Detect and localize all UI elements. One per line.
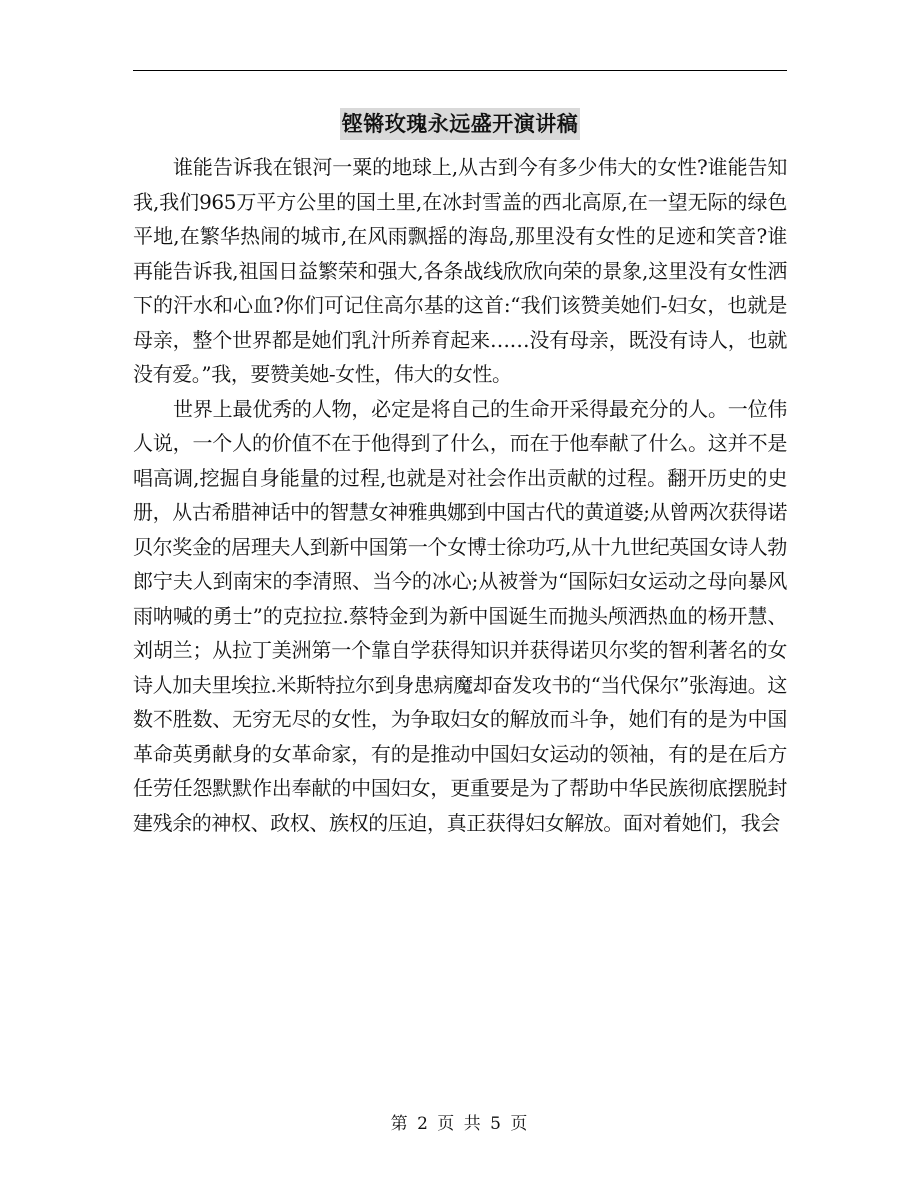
title-container <box>133 108 787 140</box>
header-rule <box>133 70 787 71</box>
page-footer: 第 2 页 共 5 页 <box>390 1114 530 1134</box>
document-body <box>133 150 787 840</box>
paragraph-2: 世界上最优秀的人物，必定是将自己的生命开采得最充分的人。一位伟人说，一个人的价值不在于他得到了什么，而在于他奉献了什么。这并不是唱高调,挖掘自身能量的过程,也就是对社会作出贡献的过程。翻开历史的史册，从古希腊神话中的智慧女神雅典娜到中国古代的黄道婆;从曾两次获得诺贝尔奖金的居理夫人到新中国第一个女博士徐功巧,从十九世纪英国女诗人勃郎宁夫人到南宋的李清照、当今的冰心;从被誉为“国际妇女运动之母向暴风雨呐喊的勇士”的克拉拉.蔡特金到为新中国诞生而抛头颅洒热血的杨开慧、刘胡兰；从拉丁美洲第一个靠自学获得知识并获得诺贝尔奖的智利著名的女诗人加夫里埃拉.米斯特拉尔到身患病魔却奋发攻书的“当代保尔”张海迪。这数不胜数、无穷无尽的女性，为争取妇女的解放而斗争，她们有的是为中国革命英勇献身的女革命家，有的是推动中国妇女运动的领袖，有的是在后方任劳任怨默默作出奉献的中国妇女，更重要是为了帮助中华民族彻底摆脱封建残余的神权、政权、族权的压迫，真正获得妇女解放。面对着她们，我会 <box>133 396 787 835</box>
document-title: 铿锵玫瑰永远盛开演讲稿 <box>340 108 581 140</box>
paragraph-1: 谁能告诉我在银河一粟的地球上,从古到今有多少伟大的女性?谁能告知我,我们965万平方公里的国土里,在冰封雪盖的西北高原,在一望无际的绿色平地,在繁华热闹的城市,在风雨飘摇的海岛,那里没有女性的足迹和笑音?谁再能告诉我,祖国日益繁荣和强大,各条战线欣欣向荣的景象,这里没有女性洒下的汗水和心血?你们可记住高尔基的这首:“我们该赞美她们-妇女，也就是母亲，整个世界都是她们乳汁所养育起来……没有母亲，既没有诗人，也就没有爱。”我，要赞美她-女性，伟大的女性。 <box>133 155 787 386</box>
